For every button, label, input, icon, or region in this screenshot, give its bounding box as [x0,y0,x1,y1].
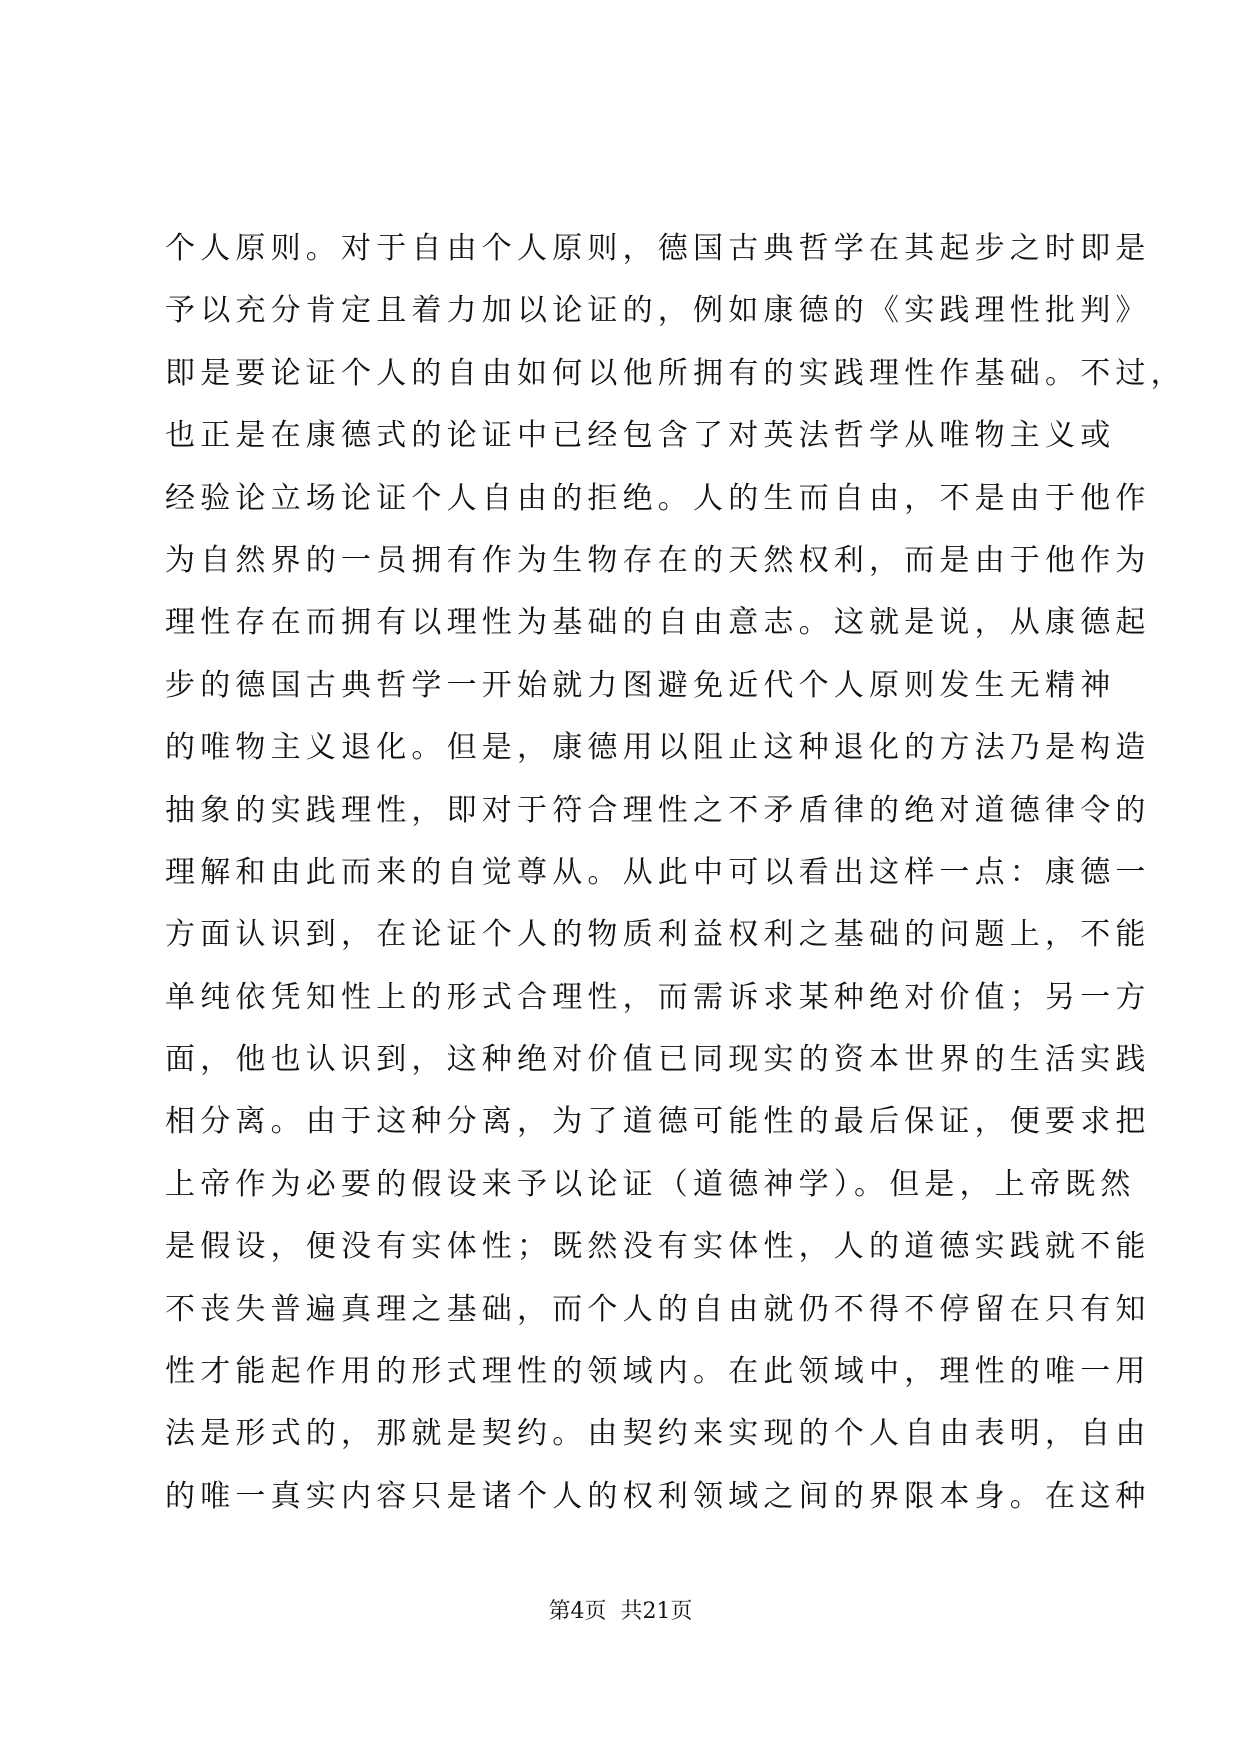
text-line: 也正是在康德式的论证中已经包含了对英法哲学从唯物主义或 [165,418,1116,454]
text-line: 方面认识到，在论证个人的物质利益权利之基础的问题上，不能 [165,917,1151,953]
page-footer [0,1594,1241,1625]
text-line: 相分离。由于这种分离，为了道德可能性的最后保证，便要求把 [165,1104,1151,1140]
text-line: 上帝作为必要的假设来予以论证（道德神学）。但是，上帝既然 [165,1166,1136,1202]
page-number: 第4页 [548,1599,607,1624]
text-line: 是假设，便没有实体性；既然没有实体性，人的道德实践就不能 [165,1229,1151,1265]
text-line: 单纯依凭知性上的形式合理性，而需诉求某种绝对价值；另一方 [165,979,1151,1015]
text-line: 理解和由此而来的自觉尊从。从此中可以看出这样一点：康德一 [165,854,1151,890]
text-line: 理性存在而拥有以理性为基础的自由意志。这就是说，从康德起 [165,605,1151,641]
text-line: 步的德国古典哲学一开始就力图避免近代个人原则发生无精神 [165,667,1116,703]
text-line: 即是要论证个人的自由如何以他所拥有的实践理性作基础。不过， [165,355,1186,391]
text-line: 予以充分肯定且着力加以论证的，例如康德的《实践理性批判》 [165,293,1151,329]
text-line: 个人原则。对于自由个人原则，德国古典哲学在其起步之时即是 [165,231,1151,266]
text-line: 的唯一真实内容只是诸个人的权利领域之间的界限本身。在这种 [165,1478,1151,1514]
text-line: 面，他也认识到，这种绝对价值已同现实的资本世界的生活实践 [165,1042,1151,1078]
text-line: 经验论立场论证个人自由的拒绝。人的生而自由，不是由于他作 [165,480,1151,516]
text-line: 性才能起作用的形式理性的领域内。在此领域中，理性的唯一用 [165,1354,1151,1390]
text-line: 不丧失普遍真理之基础，而个人的自由就仍不得不停留在只有知 [165,1291,1151,1327]
text-line: 法是形式的，那就是契约。由契约来实现的个人自由表明，自由 [165,1416,1151,1452]
text-line: 抽象的实践理性，即对于符合理性之不矛盾律的绝对道德律令的 [165,792,1151,828]
body-text [165,218,1186,1528]
text-line: 的唯物主义退化。但是，康德用以阻止这种退化的方法乃是构造 [165,730,1151,766]
page-total: 共21页 [620,1599,693,1624]
text-line: 为自然界的一员拥有作为生物存在的天然权利，而是由于他作为 [165,542,1151,578]
